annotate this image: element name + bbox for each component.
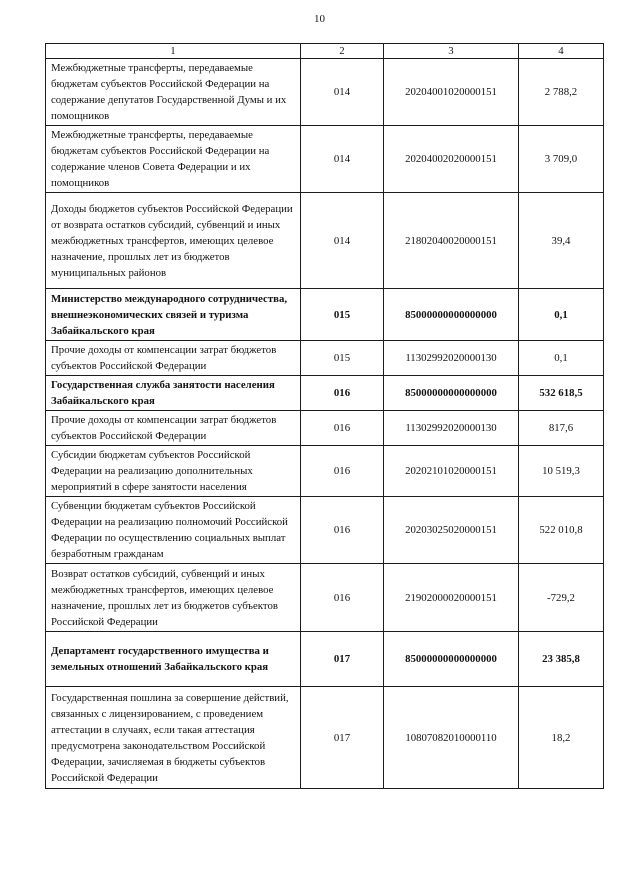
table-row [46, 289, 604, 341]
table-row [46, 376, 604, 411]
cell-name: Субсидии бюджетам субъектов Российской Федерации на реализацию дополнительных мероприятий в сфере занятости населения [46, 446, 301, 497]
cell-amount: 0,1 [519, 341, 604, 376]
cell-income-code: 21802040020000151 [384, 193, 519, 289]
cell-admin-code: 017 [301, 687, 384, 789]
column-header-2: 2 [301, 44, 384, 59]
budget-table [45, 43, 604, 789]
cell-name: Прочие доходы от компенсации затрат бюджетов субъектов Российской Федерации [46, 411, 301, 446]
table-header-row [46, 44, 604, 59]
cell-admin-code: 015 [301, 289, 384, 341]
cell-name: Возврат остатков субсидий, субвенций и иных межбюджетных трансфертов, имеющих целевое назначение, прошлых лет из бюджетов субъектов Российской Федерации [46, 564, 301, 632]
cell-income-code: 11302992020000130 [384, 411, 519, 446]
table-row [46, 497, 604, 564]
column-header-3: 3 [384, 44, 519, 59]
cell-name: Доходы бюджетов субъектов Российской Федерации от возврата остатков субсидий, субвенций и иных межбюджетных трансфертов, имеющих целевое назначение, прошлых лет из бюджетов муниципальных районов [46, 193, 301, 289]
cell-amount: 39,4 [519, 193, 604, 289]
column-header-4: 4 [519, 44, 604, 59]
cell-name: Межбюджетные трансферты, передаваемые бюджетам субъектов Российской Федерации на содержание депутатов Государственной Думы и их помощников [46, 59, 301, 126]
cell-income-code: 85000000000000000 [384, 632, 519, 687]
table-row [46, 632, 604, 687]
cell-name: Межбюджетные трансферты, передаваемые бюджетам субъектов Российской Федерации на содержание членов Совета Федерации и их помощников [46, 126, 301, 193]
cell-amount: 532 618,5 [519, 376, 604, 411]
cell-name: Субвенции бюджетам субъектов Российской Федерации на реализацию полномочий Российской Федерации по осуществлению социальных выплат безработным гражданам [46, 497, 301, 564]
cell-amount: 18,2 [519, 687, 604, 789]
cell-income-code: 21902000020000151 [384, 564, 519, 632]
table-row [46, 59, 604, 126]
cell-income-code: 11302992020000130 [384, 341, 519, 376]
cell-name: Государственная пошлина за совершение действий, связанных с лицензированием, с проведением аттестации в случаях, если такая аттестация предусмотрена законодательством Российской Федерации, зачисляемая в бюджеты субъектов Российской Федерации [46, 687, 301, 789]
page-number: 10 [314, 13, 325, 25]
cell-income-code: 10807082010000110 [384, 687, 519, 789]
cell-name: Государственная служба занятости населения Забайкальского края [46, 376, 301, 411]
cell-admin-code: 016 [301, 446, 384, 497]
cell-income-code: 20202101020000151 [384, 446, 519, 497]
cell-admin-code: 016 [301, 564, 384, 632]
cell-admin-code: 016 [301, 411, 384, 446]
table-row [46, 411, 604, 446]
cell-name: Прочие доходы от компенсации затрат бюджетов субъектов Российской Федерации [46, 341, 301, 376]
cell-income-code: 20203025020000151 [384, 497, 519, 564]
table-row [46, 126, 604, 193]
cell-admin-code: 014 [301, 126, 384, 193]
table-row [46, 193, 604, 289]
table-row [46, 446, 604, 497]
cell-admin-code: 016 [301, 376, 384, 411]
cell-amount: 817,6 [519, 411, 604, 446]
table-row [46, 687, 604, 789]
table-row [46, 564, 604, 632]
cell-amount: 0,1 [519, 289, 604, 341]
cell-admin-code: 014 [301, 193, 384, 289]
cell-income-code: 85000000000000000 [384, 289, 519, 341]
cell-income-code: 20204001020000151 [384, 59, 519, 126]
cell-admin-code: 017 [301, 632, 384, 687]
cell-amount: 3 709,0 [519, 126, 604, 193]
cell-amount: 2 788,2 [519, 59, 604, 126]
cell-name: Департамент государственного имущества и земельных отношений Забайкальского края [46, 632, 301, 687]
cell-amount: 10 519,3 [519, 446, 604, 497]
cell-income-code: 85000000000000000 [384, 376, 519, 411]
cell-amount: 23 385,8 [519, 632, 604, 687]
cell-name: Министерство международного сотрудничества, внешнеэкономических связей и туризма Забайкальского края [46, 289, 301, 341]
column-header-1: 1 [46, 44, 301, 59]
cell-amount: -729,2 [519, 564, 604, 632]
table-body [46, 44, 604, 789]
cell-income-code: 20204002020000151 [384, 126, 519, 193]
cell-admin-code: 016 [301, 497, 384, 564]
table-row [46, 341, 604, 376]
cell-amount: 522 010,8 [519, 497, 604, 564]
cell-admin-code: 014 [301, 59, 384, 126]
cell-admin-code: 015 [301, 341, 384, 376]
